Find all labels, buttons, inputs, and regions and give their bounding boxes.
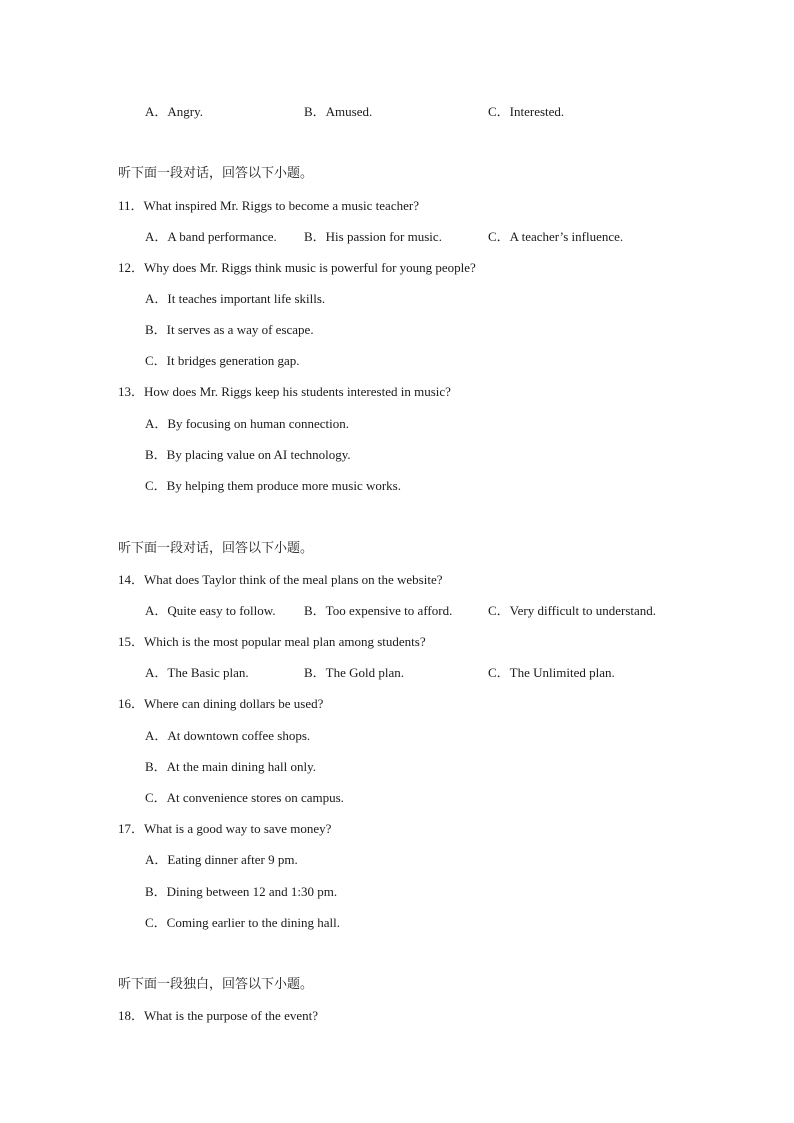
q17-option-a: A．Eating dinner after 9 pm. bbox=[145, 852, 298, 867]
q13-option-c: C．By helping them produce more music works. bbox=[145, 478, 401, 493]
q14-option-a: A．Quite easy to follow. bbox=[145, 603, 276, 618]
q17-option-b: B．Dining between 12 and 1:30 pm. bbox=[145, 884, 338, 899]
q11-option-c: C．A teacher’s influence. bbox=[488, 229, 624, 244]
q13-option-b: B．By placing value on AI technology. bbox=[145, 447, 351, 462]
q15-option-c: C．The Unlimited plan. bbox=[488, 665, 615, 680]
q16-option-a: A．At downtown coffee shops. bbox=[145, 728, 311, 743]
q17-option-c: C．Coming earlier to the dining hall. bbox=[145, 915, 340, 930]
q10-option-c: C．Interested. bbox=[488, 104, 565, 119]
q10-option-a: A．Angry. bbox=[145, 104, 204, 119]
section-heading-monologue: 听下面一段独白，回答以下小题。 bbox=[118, 977, 314, 992]
q12-question: 12．Why does Mr. Riggs think music is powerful for young people? bbox=[118, 260, 476, 275]
q16-option-b: B．At the main dining hall only. bbox=[145, 759, 317, 774]
q16-option-c: C．At convenience stores on campus. bbox=[145, 790, 344, 805]
section-heading-dialogue-2: 听下面一段对话，回答以下小题。 bbox=[118, 541, 314, 556]
q10-option-b: B．Amused. bbox=[304, 104, 373, 119]
q11-question: 11．What inspired Mr. Riggs to become a music teacher? bbox=[118, 198, 419, 213]
q17-question: 17．What is a good way to save money? bbox=[118, 821, 332, 836]
q18-question: 18．What is the purpose of the event? bbox=[118, 1008, 318, 1023]
q14-option-b: B．Too expensive to afford. bbox=[304, 603, 453, 618]
q15-question: 15．Which is the most popular meal plan among students? bbox=[118, 634, 426, 649]
section-heading-dialogue-1: 听下面一段对话，回答以下小题。 bbox=[118, 166, 314, 181]
q15-option-b: B．The Gold plan. bbox=[304, 665, 405, 680]
q11-option-a: A．A band performance. bbox=[145, 229, 277, 244]
q14-question: 14．What does Taylor think of the meal plans on the website? bbox=[118, 572, 443, 587]
q15-option-a: A．The Basic plan. bbox=[145, 665, 249, 680]
q13-question: 13．How does Mr. Riggs keep his students interested in music? bbox=[118, 384, 451, 399]
q13-option-a: A．By focusing on human connection. bbox=[145, 416, 349, 431]
q16-question: 16．Where can dining dollars be used? bbox=[118, 696, 324, 711]
q14-option-c: C．Very difficult to understand. bbox=[488, 603, 657, 618]
q12-option-c: C．It bridges generation gap. bbox=[145, 353, 300, 368]
q12-option-b: B．It serves as a way of escape. bbox=[145, 322, 314, 337]
q11-option-b: B．His passion for music. bbox=[304, 229, 442, 244]
q12-option-a: A．It teaches important life skills. bbox=[145, 291, 326, 306]
